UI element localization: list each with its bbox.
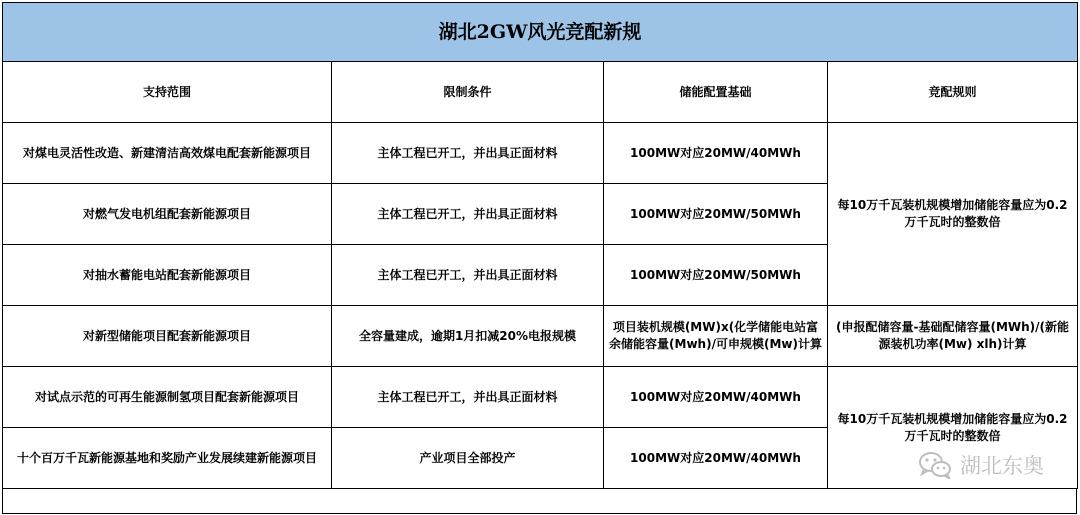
header-rules: 竞配规则 [828,62,1078,123]
scope-cell: 十个百万千瓦新能源基地和奖励产业发展续建新能源项目 [3,428,332,489]
watermark-text: 湖北东奥 [960,454,1044,478]
header-scope: 支持范围 [3,62,332,123]
rule-cell: 每10万千瓦装机规模增加储能容量应为0.2万千瓦时的整数倍 [828,123,1078,306]
table-row [3,306,1078,367]
scope-cell: 对试点示范的可再生能源制氢项目配套新能源项目 [3,367,332,428]
policy-table [2,2,1078,489]
storage-cell: 100MW对应20MW/50MWh [604,184,828,245]
rule-cell: 每10万千瓦装机规模增加储能容量应为0.2万千瓦时的整数倍 [828,367,1078,489]
header-condition: 限制条件 [332,62,604,123]
condition-cell: 主体工程已开工，并出具正面材料 [332,367,604,428]
empty-bottom-row [2,488,1077,514]
rule-cell: (申报配储容量-基础配储容量(MWh)/(新能源装机功率(Mw) xlh)计算 [828,306,1078,367]
scope-cell: 对新型储能项目配套新能源项目 [3,306,332,367]
storage-cell: 100MW对应20MW/50MWh [604,245,828,306]
wechat-icon [918,451,952,479]
condition-cell: 产业项目全部投产 [332,428,604,489]
condition-cell: 主体工程已开工，并出具正面材料 [332,245,604,306]
condition-cell: 主体工程已开工，并出具正面材料 [332,184,604,245]
scope-cell: 对抽水蓄能电站配套新能源项目 [3,245,332,306]
header-storage: 储能配置基础 [604,62,828,123]
condition-cell: 全容量建成，逾期1月扣减20%电报规模 [332,306,604,367]
watermark [918,450,1044,480]
storage-cell: 100MW对应20MW/40MWh [604,428,828,489]
scope-cell: 对煤电灵活性改造、新建清洁高效煤电配套新能源项目 [3,123,332,184]
table-title: 湖北2GW风光竞配新规 [3,3,1078,62]
header-row [3,62,1078,123]
storage-cell: 100MW对应20MW/40MWh [604,367,828,428]
condition-cell: 主体工程已开工，并出具正面材料 [332,123,604,184]
title-row [3,3,1078,62]
scope-cell: 对燃气发电机组配套新能源项目 [3,184,332,245]
table-row [3,367,1078,428]
storage-cell: 项目装机规模(MW)x(化学储能电站富余储能容量(Mwh)/可申规模(Mw)计算 [604,306,828,367]
table-row [3,123,1078,184]
storage-cell: 100MW对应20MW/40MWh [604,123,828,184]
